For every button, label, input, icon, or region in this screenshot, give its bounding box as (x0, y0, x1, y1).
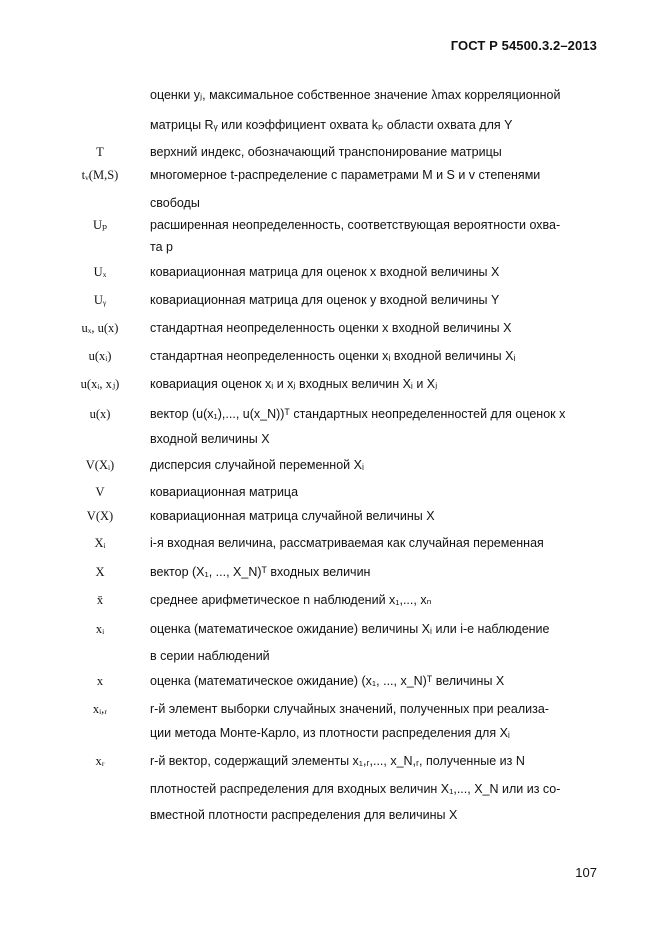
definition: ковариационная матрица для оценок x входной величины X (150, 265, 500, 279)
symbol-entry (0, 238, 661, 256)
symbol-entry (0, 216, 661, 234)
symbol: X (95, 565, 105, 579)
symbol: T (96, 145, 104, 159)
definition: расширенная неопределенность, соответствующая вероятности охва- (150, 218, 561, 232)
definition: ции метода Монте-Карло, из плотности распределения для Xᵢ (150, 726, 510, 740)
definition: ковариационная матрица (150, 485, 299, 499)
symbol-entry (0, 647, 661, 665)
symbol-entry (0, 780, 661, 798)
definition: стандартная неопределенность оценки xᵢ входной величины Xᵢ (150, 349, 516, 363)
symbol: xᵢ (95, 622, 105, 636)
symbol-entry (0, 724, 661, 742)
definition: в серии наблюдений (150, 649, 270, 663)
definition: ковариационная матрица случайной величины X (150, 509, 435, 523)
definition: среднее арифметическое n наблюдений x₁,..., xₙ (150, 593, 432, 607)
definition: ковариационная матрица для оценок y входной величины Y (150, 293, 500, 307)
definition: вектор (u(x₁),..., u(x_N))ᵀ стандартных неопределенностей для оценок x (150, 407, 566, 421)
symbol-entry (0, 166, 661, 184)
definition: вектор (X₁, ..., X_N)ᵀ входных величин (150, 565, 371, 579)
symbol: x (96, 674, 104, 688)
definition: ковариация оценок xᵢ и xⱼ входных величин Xᵢ и Xⱼ (150, 377, 438, 391)
symbol: Uₓ (93, 265, 107, 279)
symbol: xᵢ,ᵣ (92, 702, 108, 716)
symbol-entry (0, 263, 661, 281)
definition: входной величины X (150, 432, 270, 446)
symbol: Uₚ (92, 218, 108, 232)
symbol-entry (0, 319, 661, 337)
symbol-entry (0, 430, 661, 448)
definition: оценка (математическое ожидание) величины Xᵢ или i-е наблюдение (150, 622, 550, 636)
symbol-entry (0, 143, 661, 161)
definition: плотностей распределения для входных величин X₁,..., X_N или из со- (150, 782, 561, 796)
continuation-line: оценки yⱼ, максимальное собственное значение λmax корреляционной (150, 88, 561, 102)
symbol-entry (0, 194, 661, 212)
symbol-entry (0, 620, 661, 638)
symbol-entry (0, 700, 661, 718)
symbol: uₓ, u(x) (81, 321, 119, 335)
definition: та p (150, 240, 173, 254)
continuation-line: матрицы Rᵧ или коэффициент охвата kₚ области охвата для Y (150, 118, 513, 132)
symbol-entry (0, 375, 661, 393)
definition: многомерное t-распределение с параметрами M и S и v степенями (150, 168, 541, 182)
page-number: 107 (575, 865, 597, 880)
symbol: V(X) (86, 509, 114, 523)
symbol-entry (0, 456, 661, 474)
definition: вместной плотности распределения для величины X (150, 808, 458, 822)
symbol: x̄ (96, 593, 104, 607)
definition: r-й вектор, содержащий элементы x₁,ᵣ,..., x_N,ᵣ, полученные из N (150, 754, 525, 768)
symbol: Uᵧ (93, 293, 107, 307)
symbol: tᵥ(M,S) (81, 168, 119, 182)
symbol-entry (0, 291, 661, 309)
definition: верхний индекс, обозначающий транспонирование матрицы (150, 145, 502, 159)
symbol: V(Xᵢ) (85, 458, 115, 472)
symbol-entry (0, 483, 661, 501)
definition: свободы (150, 196, 200, 210)
definition: стандартная неопределенность оценки x входной величины X (150, 321, 512, 335)
symbol-entry (0, 806, 661, 824)
symbol-entry (0, 591, 661, 609)
symbol-entry (0, 507, 661, 525)
symbol-entry (0, 752, 661, 770)
symbol-entry (0, 347, 661, 365)
definition: r-й элемент выборки случайных значений, полученных при реализа- (150, 702, 549, 716)
symbol-entry (0, 563, 661, 581)
symbol-entry (0, 534, 661, 552)
definition: дисперсия случайной переменной Xᵢ (150, 458, 364, 472)
symbol: Xᵢ (94, 536, 106, 550)
symbol: u(x) (89, 407, 111, 421)
symbol: u(xᵢ) (88, 349, 112, 363)
symbol: V (95, 485, 105, 499)
definition: i-я входная величина, рассматриваемая как случайная переменная (150, 536, 544, 550)
symbol: xᵣ (95, 754, 105, 768)
definition: оценка (математическое ожидание) (x₁, ..., x_N)ᵀ величины X (150, 674, 505, 688)
symbol: u(xᵢ, xⱼ) (80, 377, 120, 391)
symbol-entry (0, 405, 661, 423)
symbol-entry (0, 672, 661, 690)
document-header: ГОСТ Р 54500.3.2–2013 (450, 38, 597, 53)
